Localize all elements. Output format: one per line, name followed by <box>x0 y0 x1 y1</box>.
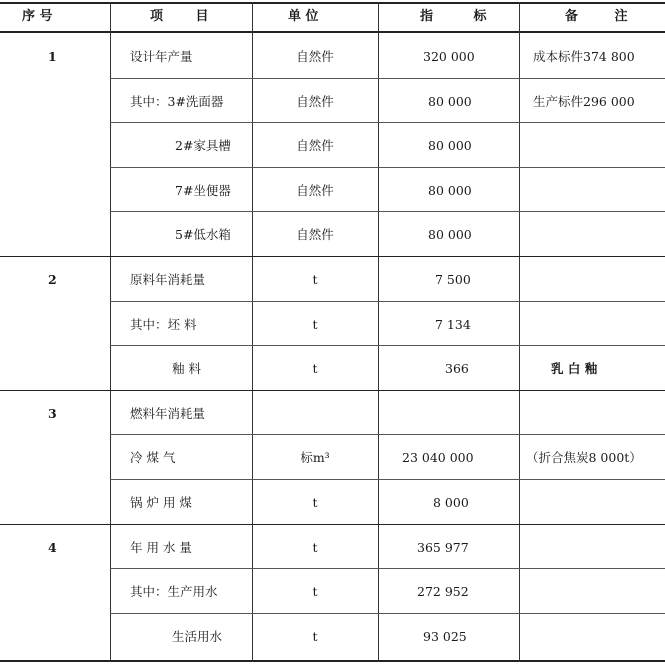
row-item: 釉 料 <box>172 361 201 377</box>
column-divider <box>378 2 379 662</box>
row-seq: 1 <box>48 49 57 64</box>
row-rule <box>110 434 665 435</box>
row-value: 80 000 <box>428 93 472 109</box>
row-item: 其中：生产用水 <box>130 584 218 600</box>
row-item: 设计年产量 <box>130 49 193 64</box>
row-value: 7 500 <box>435 272 471 287</box>
header-unit: 单 位 <box>288 9 319 24</box>
row-unit: 自然件 <box>296 138 334 154</box>
header-rule <box>0 31 665 33</box>
row-remark: 生产标件296 000 <box>533 93 635 109</box>
row-remark: 乳 白 釉 <box>551 361 598 377</box>
row-value: 80 000 <box>428 182 472 198</box>
row-value: 366 <box>445 361 469 377</box>
group-rule <box>0 390 665 391</box>
row-value: 320 000 <box>423 49 475 64</box>
header-seq: 序 号 <box>22 9 53 24</box>
header-value: 指 标 <box>420 9 505 24</box>
row-item: 冷 煤 气 <box>130 450 176 466</box>
row-remark: 成本标件374 800 <box>533 49 635 64</box>
row-value: 80 000 <box>428 227 472 243</box>
row-value: 93 025 <box>423 628 467 644</box>
row-value: 272 952 <box>417 584 469 600</box>
row-remark: （折合焦炭8 000t） <box>526 450 642 466</box>
row-unit: 自然件 <box>296 93 334 109</box>
table-bottom-rule <box>0 660 665 662</box>
row-rule <box>110 301 665 302</box>
row-value: 365 977 <box>417 539 469 555</box>
row-seq: 3 <box>48 405 57 421</box>
column-divider <box>519 2 520 662</box>
row-item: 年 用 水 量 <box>130 539 192 555</box>
row-rule <box>110 122 665 123</box>
row-unit: t <box>312 539 318 555</box>
row-rule <box>110 78 665 79</box>
group-rule <box>0 256 665 257</box>
row-item: 其中：3#洗面器 <box>130 93 224 109</box>
row-unit: t <box>312 495 318 510</box>
row-value: 7 134 <box>435 316 471 332</box>
row-value: 23 040 000 <box>402 450 474 466</box>
row-rule <box>110 345 665 346</box>
row-item: 2#家具槽 <box>175 138 231 154</box>
row-unit: 自然件 <box>296 182 334 198</box>
row-seq: 2 <box>48 272 57 287</box>
row-unit: t <box>312 272 318 287</box>
row-item: 其中：坯 料 <box>130 316 197 332</box>
row-rule <box>110 479 665 480</box>
column-divider <box>110 2 111 662</box>
row-unit: 标m³ <box>300 450 330 466</box>
row-unit: t <box>312 584 318 600</box>
row-item: 锅 炉 用 煤 <box>130 495 192 510</box>
row-rule <box>110 211 665 212</box>
row-item: 5#低水箱 <box>175 227 231 243</box>
header-remark: 备 注 <box>565 9 644 24</box>
row-unit: t <box>312 628 318 644</box>
row-value: 8 000 <box>433 495 469 510</box>
group-rule <box>0 524 665 525</box>
table-top-rule <box>0 2 665 4</box>
row-unit: t <box>312 361 318 377</box>
row-item: 7#坐便器 <box>175 182 231 198</box>
row-item: 原料年消耗量 <box>130 272 206 287</box>
header-item: 项 目 <box>150 9 223 24</box>
row-rule <box>110 613 665 614</box>
row-seq: 4 <box>48 539 57 555</box>
row-unit: 自然件 <box>296 49 334 64</box>
row-rule <box>110 167 665 168</box>
row-unit: 自然件 <box>296 227 334 243</box>
row-rule <box>110 568 665 569</box>
row-unit: t <box>312 316 318 332</box>
row-item: 生活用水 <box>172 628 223 644</box>
row-value: 80 000 <box>428 138 472 154</box>
row-item: 燃料年消耗量 <box>130 405 206 421</box>
